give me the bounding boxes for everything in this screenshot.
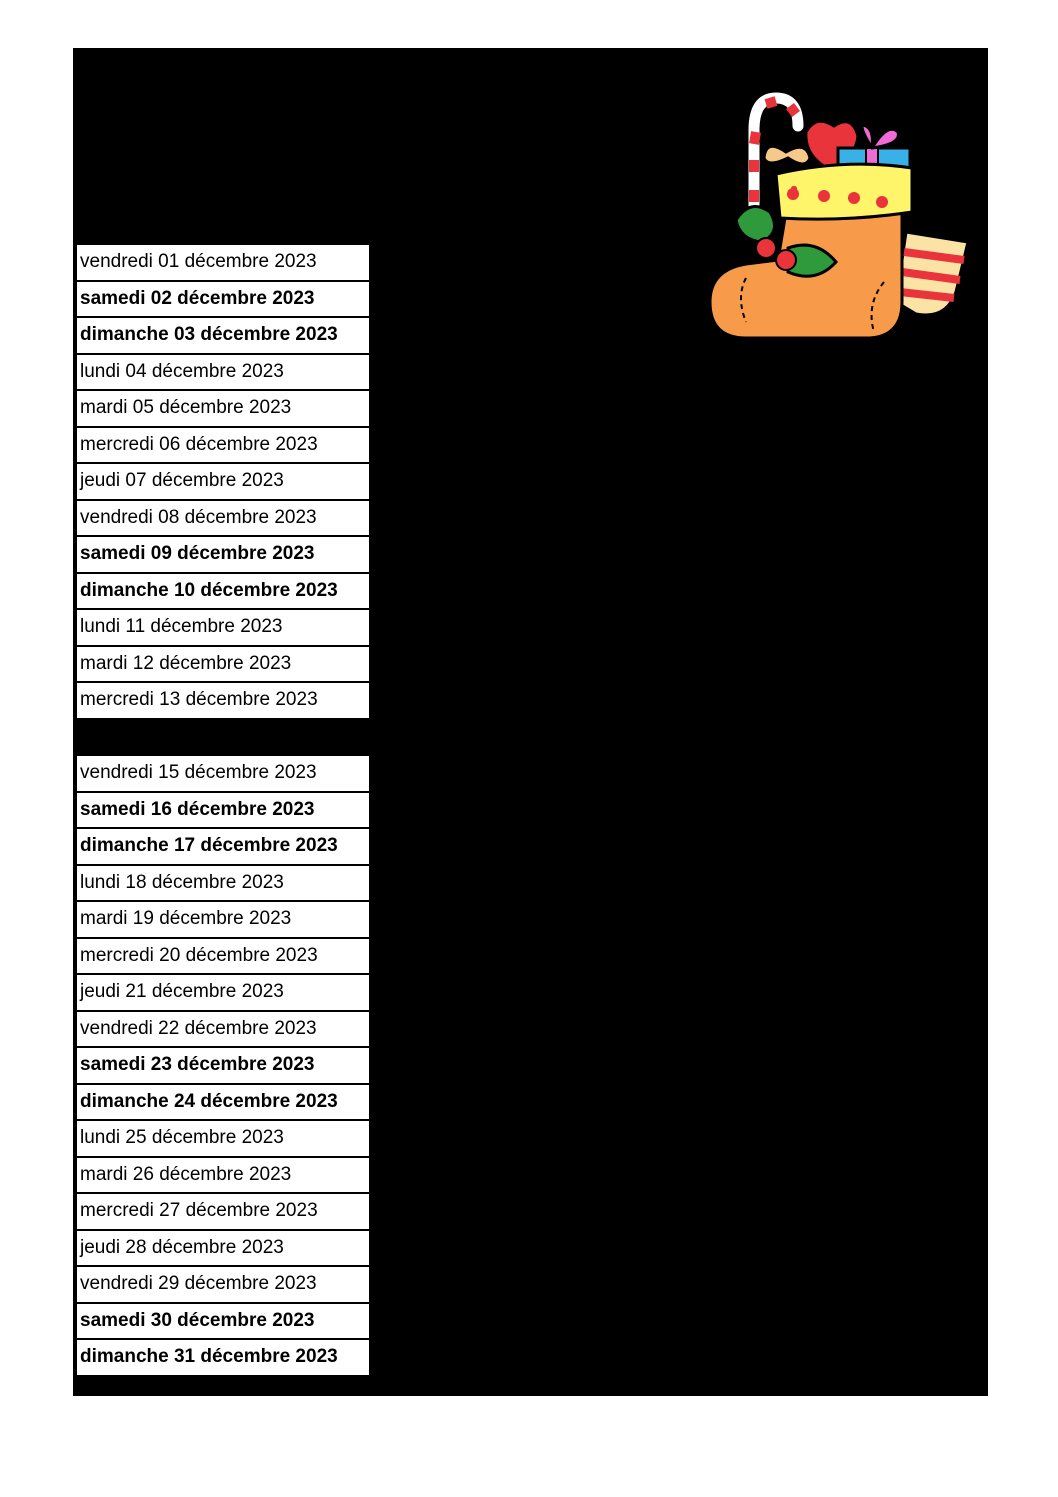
date-list: [77, 245, 369, 1377]
date-row: jeudi 28 décembre 2023: [77, 1231, 369, 1266]
date-row: lundi 11 décembre 2023: [77, 610, 369, 645]
date-gap: [77, 720, 369, 755]
date-row: mardi 05 décembre 2023: [77, 391, 369, 426]
christmas-stocking-icon: [706, 92, 972, 342]
date-row: vendredi 22 décembre 2023: [77, 1012, 369, 1047]
date-row: mardi 26 décembre 2023: [77, 1158, 369, 1193]
date-row: mardi 12 décembre 2023: [77, 647, 369, 682]
date-row: dimanche 31 décembre 2023: [77, 1340, 369, 1375]
date-row: samedi 09 décembre 2023: [77, 537, 369, 572]
date-row: mardi 19 décembre 2023: [77, 902, 369, 937]
date-row: lundi 18 décembre 2023: [77, 866, 369, 901]
date-row: mercredi 27 décembre 2023: [77, 1194, 369, 1229]
date-row: jeudi 07 décembre 2023: [77, 464, 369, 499]
date-row: mercredi 13 décembre 2023: [77, 683, 369, 718]
date-row: vendredi 01 décembre 2023: [77, 245, 369, 280]
date-row: vendredi 29 décembre 2023: [77, 1267, 369, 1302]
date-row: vendredi 08 décembre 2023: [77, 501, 369, 536]
date-row: lundi 04 décembre 2023: [77, 355, 369, 390]
date-row: samedi 30 décembre 2023: [77, 1304, 369, 1339]
date-row: mercredi 06 décembre 2023: [77, 428, 369, 463]
date-row: mercredi 20 décembre 2023: [77, 939, 369, 974]
date-row: lundi 25 décembre 2023: [77, 1121, 369, 1156]
date-row: dimanche 03 décembre 2023: [77, 318, 369, 353]
date-row: dimanche 17 décembre 2023: [77, 829, 369, 864]
date-row: vendredi 15 décembre 2023: [77, 756, 369, 791]
date-row: dimanche 10 décembre 2023: [77, 574, 369, 609]
date-row: dimanche 24 décembre 2023: [77, 1085, 369, 1120]
date-row: samedi 02 décembre 2023: [77, 282, 369, 317]
date-row: jeudi 21 décembre 2023: [77, 975, 369, 1010]
date-row: samedi 16 décembre 2023: [77, 793, 369, 828]
date-row: samedi 23 décembre 2023: [77, 1048, 369, 1083]
